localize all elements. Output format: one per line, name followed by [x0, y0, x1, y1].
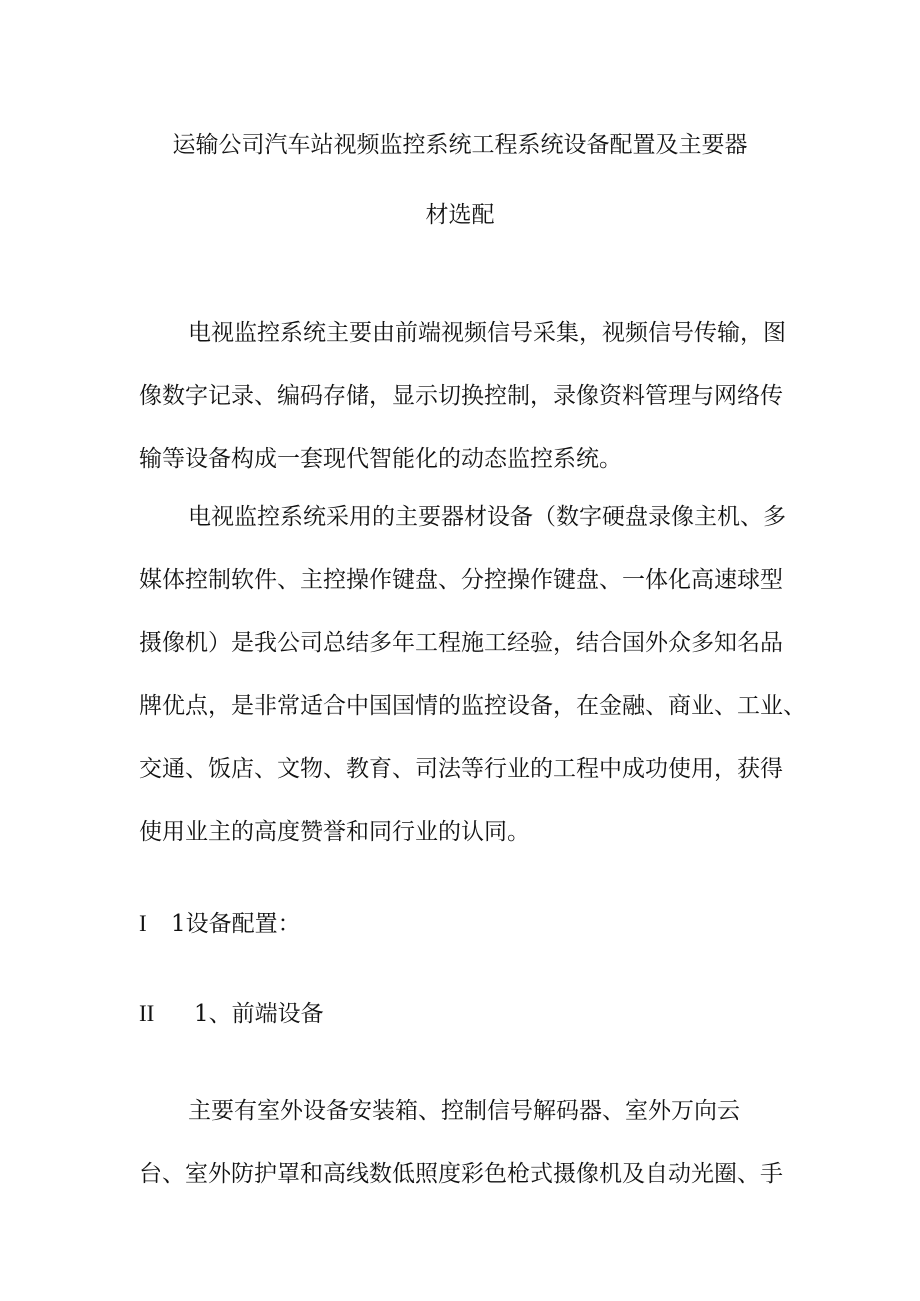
paragraph-2-line: 摄像机）是我公司总结多年工程施工经验，结合国外众多知名品 — [139, 630, 783, 656]
paragraph-2 — [139, 486, 806, 864]
paragraph-3-line: 主要有室外设备安装箱、控制信号解码器、室外万向云 — [188, 1098, 740, 1124]
section-heading-text: 1、前端设备 — [194, 1001, 324, 1027]
paragraph-1-line: 输等设备构成一套现代智能化的动态监控系统。 — [139, 446, 622, 472]
paragraph-1-line: 电视监控系统主要由前端视频信号采集，视频信号传输，图 — [188, 320, 786, 346]
section-marker: I — [139, 911, 147, 936]
document-title-line-1: 运输公司汽车站视频监控系统工程系统设备配置及主要器 — [172, 132, 748, 158]
paragraph-1 — [139, 302, 787, 491]
paragraph-2-line: 电视监控系统采用的主要器材设备（数字硬盘录像主机、多 — [188, 504, 786, 530]
document-title-line-2: 材选配 — [425, 202, 495, 228]
section-heading-text: 1设备配置： — [171, 911, 301, 937]
section-heading-1 — [139, 905, 301, 938]
paragraph-2-line: 媒体控制软件、主控操作键盘、分控操作键盘、一体化高速球型 — [139, 567, 783, 593]
section-heading-2 — [139, 995, 324, 1028]
paragraph-1-line: 像数字记录、编码存储，显示切换控制，录像资料管理与网络传 — [139, 383, 783, 409]
paragraph-3-line: 台、室外防护罩和高线数低照度彩色枪式摄像机及自动光圈、手 — [139, 1161, 783, 1187]
paragraph-2-line: 使用业主的高度赞誉和同行业的认同。 — [139, 819, 530, 845]
section-marker: II — [139, 1001, 155, 1026]
paragraph-3 — [139, 1080, 787, 1206]
paragraph-2-line: 牌优点，是非常适合中国国情的监控设备，在金融、商业、工业、 — [139, 693, 806, 719]
paragraph-2-line: 交通、饭店、文物、教育、司法等行业的工程中成功使用，获得 — [139, 756, 783, 782]
